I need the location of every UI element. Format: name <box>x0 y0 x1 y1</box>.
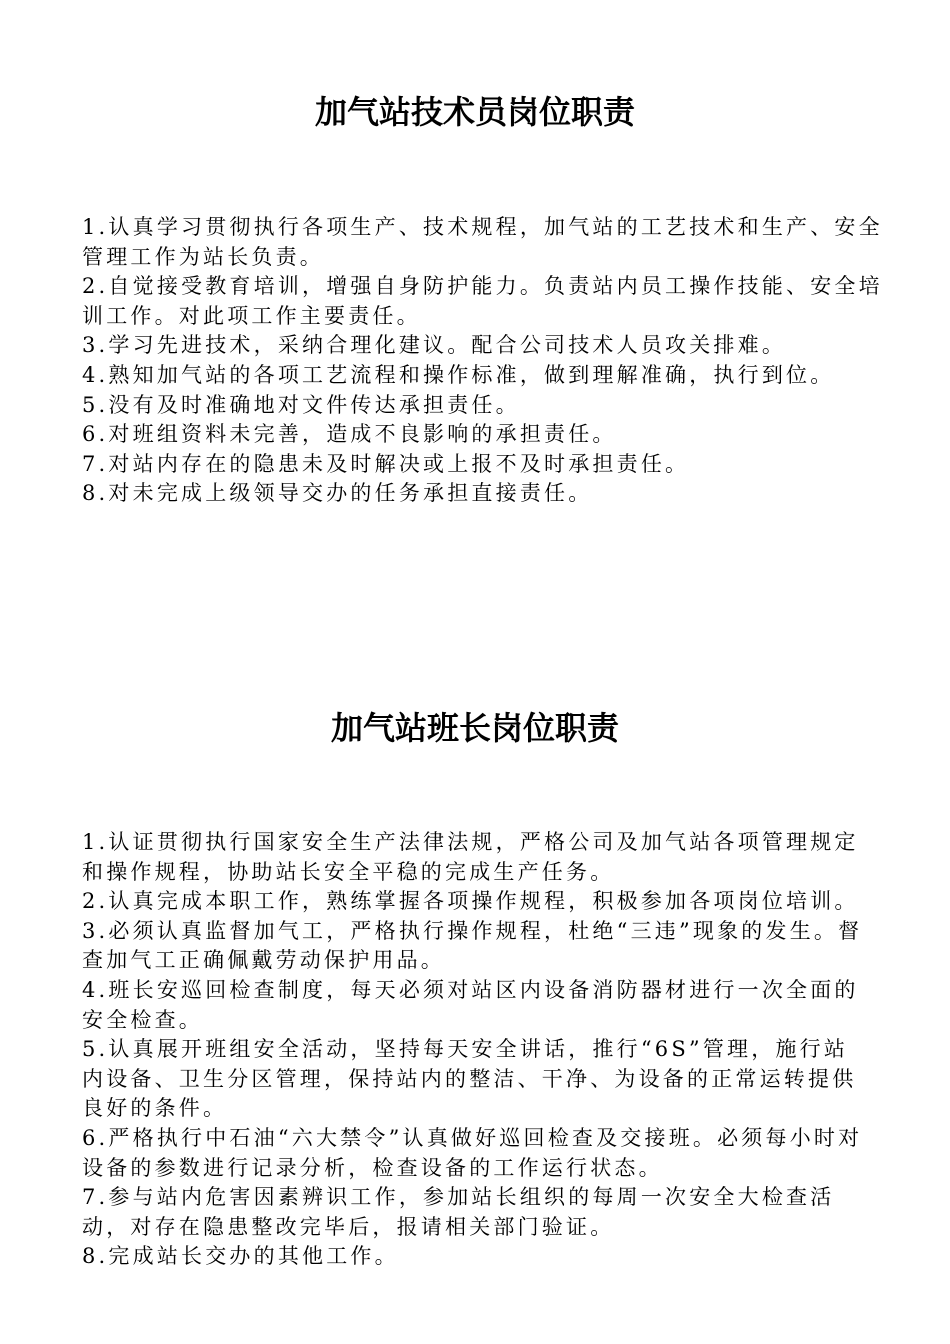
list-item: 8.对未完成上级领导交办的任务承担直接责任。 <box>82 481 593 506</box>
list-item: 1.认真学习贯彻执行各项生产、技术规程，加气站的工艺技术和生产、安全管理工作为站长负责。 <box>82 215 883 269</box>
list-item: 8.完成站长交办的其他工作。 <box>82 1244 399 1269</box>
list-item: 6.严格执行中石油“六大禁令”认真做好巡回检查及交接班。必须每小时对设备的参数进行记录分析，检查设备的工作运行状态。 <box>82 1125 863 1180</box>
list-item: 6.对班组资料未完善，造成不良影响的承担责任。 <box>82 422 617 447</box>
list-item: 5.认真展开班组安全活动，坚持每天安全讲话，推行“6S”管理，施行站内设备、卫生分区管理，保持站内的整洁、干净、为设备的正常运转提供良好的条件。 <box>82 1037 857 1121</box>
list-item: 2.认真完成本职工作，熟练掌握各项操作规程，积极参加各项岗位培训。 <box>82 889 859 914</box>
section-title-technician: 加气站技术员岗位职责 <box>314 93 635 131</box>
list-item: 1.认证贯彻执行国家安全生产法律法规，严格公司及加气站各项管理规定和操作规程，协助站长安全平稳的完成生产任务。 <box>82 830 859 884</box>
section-title-team-leader: 加气站班长岗位职责 <box>330 709 619 747</box>
list-item: 4.熟知加气站的各项工艺流程和操作标准，做到理解准确，执行到位。 <box>82 362 835 387</box>
list-item: 7.参与站内危害因素辨识工作，参加站长组织的每周一次安全大检查活动，对存在隐患整改完毕后，报请相关部门验证。 <box>82 1185 835 1239</box>
list-item: 3.学习先进技术，采纳合理化建议。配合公司技术人员攻关排难。 <box>82 333 787 358</box>
technician-duties-list <box>82 213 894 509</box>
list-item: 7.对站内存在的隐患未及时解决或上报不及时承担责任。 <box>82 451 690 476</box>
list-item: 2.自觉接受教育培训，增强自身防护能力。负责站内员工操作技能、安全培训工作。对此项工作主要责任。 <box>82 274 883 328</box>
list-item: 5.没有及时准确地对文件传达承担责任。 <box>82 392 520 417</box>
team-leader-duties-list <box>82 828 872 1272</box>
list-item: 3.必须认真监督加气工，严格执行操作规程，杜绝“三违”现象的发生。督查加气工正确佩戴劳动保护用品。 <box>82 918 863 973</box>
list-item: 4.班长安巡回检查制度，每天必须对站区内设备消防器材进行一次全面的安全检查。 <box>82 977 859 1032</box>
